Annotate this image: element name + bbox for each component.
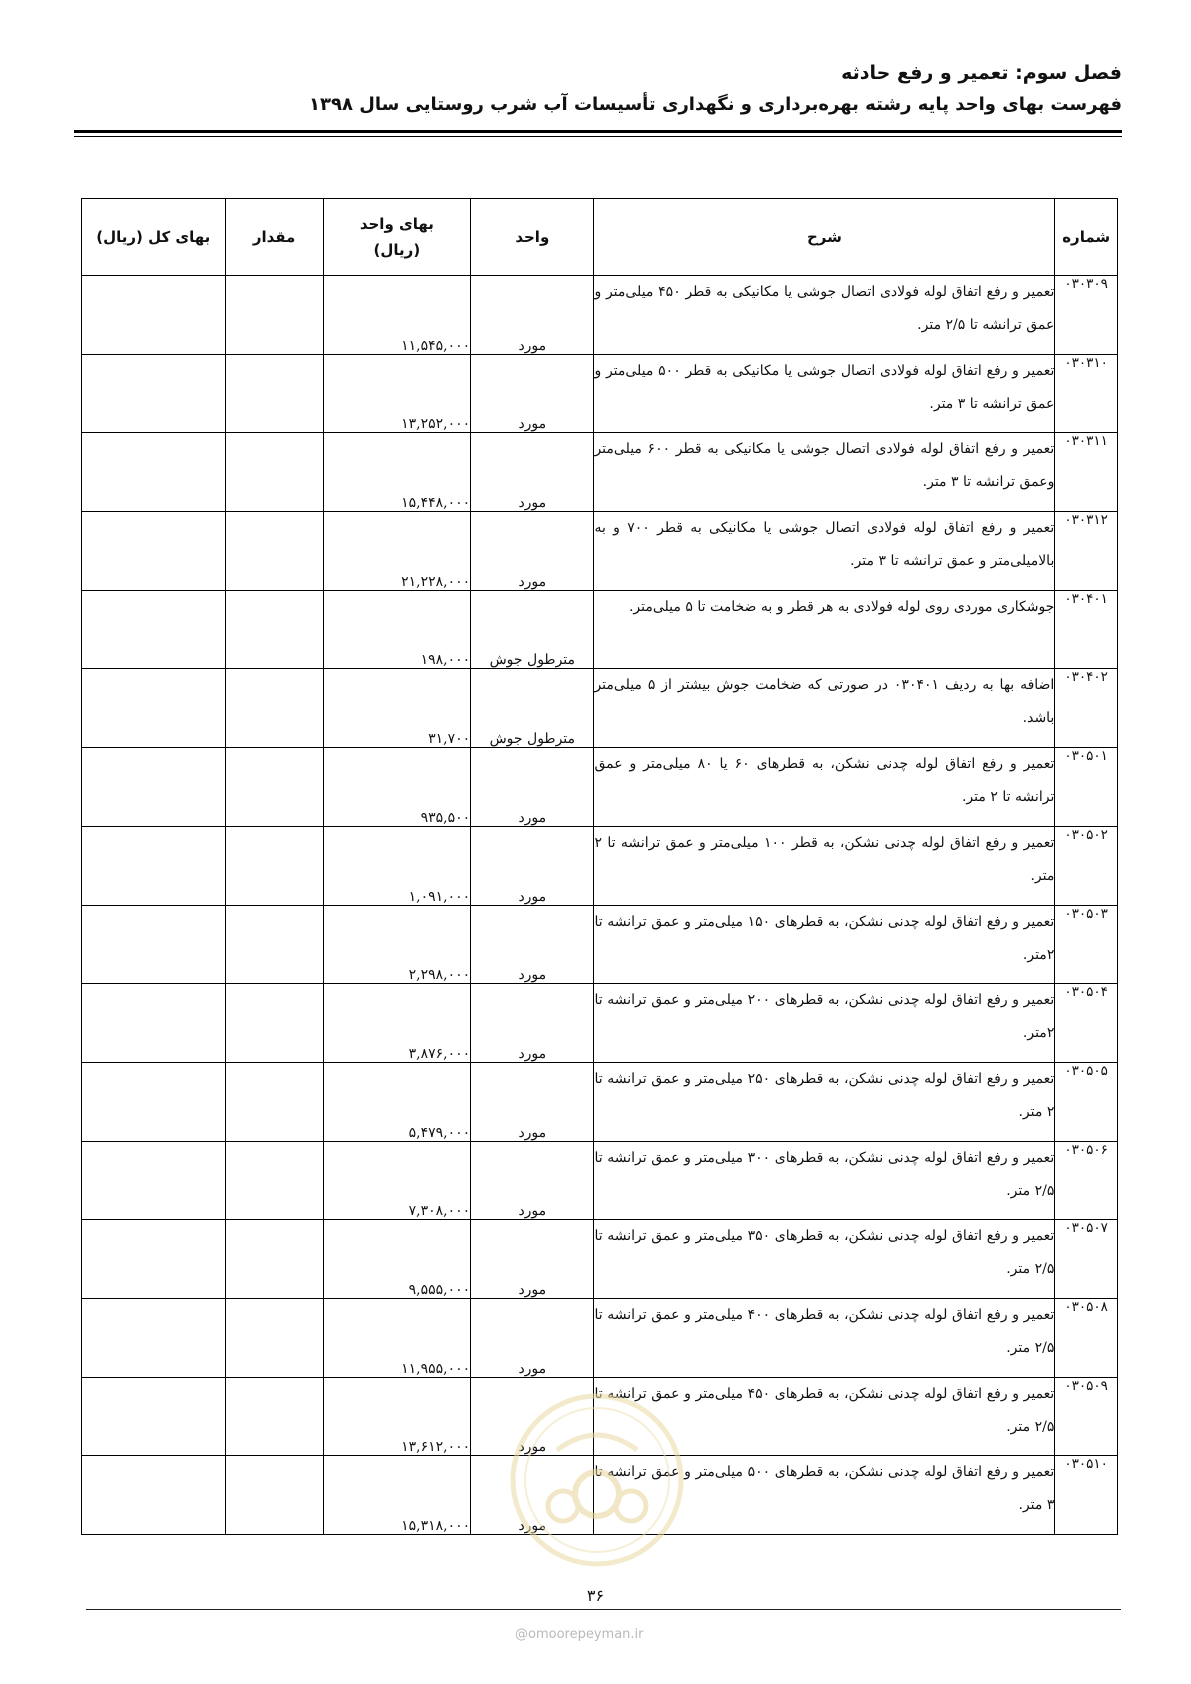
item-description: تعمیر و رفع اتفاق لوله چدنی نشکن، به قطرهای ۴۵۰ میلی‌متر و عمق ترانشه تا ۲/۵ متر. [594, 1377, 1055, 1456]
document-subtitle: فهرست بهای واحد پایه رشته بهره‌برداری و نگهداری تأسیسات آب شرب روستایی سال ۱۳۹۸ [309, 94, 1122, 115]
item-unit: مورد [471, 748, 594, 827]
item-number: ۰۳۰۵۰۷ [1055, 1220, 1118, 1299]
unit-price-value: ۱۳,۲۵۲,۰۰۰ [401, 416, 471, 433]
table-row [82, 984, 1118, 1063]
unit-price-value: ۱۵,۴۴۸,۰۰۰ [401, 495, 471, 512]
item-unit-price [323, 512, 471, 591]
item-total-price [82, 276, 226, 355]
unit-price-value: ۹,۵۵۵,۰۰۰ [408, 1281, 471, 1298]
unit-price-value: ۱۱,۹۵۵,۰۰۰ [401, 1360, 471, 1377]
item-description: تعمیر و رفع اتفاق لوله چدنی نشکن، به قطرهای ۳۵۰ میلی‌متر و عمق ترانشه تا ۲/۵ متر. [594, 1220, 1055, 1299]
item-quantity [225, 669, 323, 748]
header-rule-thin [74, 136, 1122, 137]
table-row [82, 276, 1118, 355]
column-header-unit: واحد [471, 199, 594, 276]
item-description: تعمیر و رفع اتفاق لوله چدنی نشکن، به قطرهای ۶۰ یا ۸۰ میلی‌متر و عمق ترانشه تا ۲ متر. [594, 748, 1055, 827]
table-row [82, 512, 1118, 591]
header-rule-thick [74, 130, 1122, 133]
item-number: ۰۳۰۵۰۴ [1055, 984, 1118, 1063]
item-unit-price [323, 669, 471, 748]
item-description: تعمیر و رفع اتفاق لوله چدنی نشکن، به قطرهای ۱۵۰ میلی‌متر و عمق ترانشه تا ۲متر. [594, 905, 1055, 984]
item-description: جوشکاری موردی روی لوله فولادی به هر قطر و به ضخامت تا ۵ میلی‌متر. [594, 590, 1055, 669]
unit-price-value: ۲۱,۲۲۸,۰۰۰ [401, 573, 471, 590]
item-unit-price [323, 1220, 471, 1299]
item-total-price [82, 512, 226, 591]
table-row [82, 1220, 1118, 1299]
page-number: ۳۶ [586, 1586, 605, 1605]
item-quantity [225, 354, 323, 433]
item-unit-price [323, 1141, 471, 1220]
item-unit: مورد [471, 1377, 594, 1456]
item-total-price [82, 669, 226, 748]
item-quantity [225, 512, 323, 591]
item-unit-price [323, 1062, 471, 1141]
unit-price-value: ۱۹۸,۰۰۰ [420, 652, 471, 669]
item-description: اضافه بها به ردیف ۰۳۰۴۰۱ در صورتی که ضخامت جوش بیشتر از ۵ میلی‌متر باشد. [594, 669, 1055, 748]
item-quantity [225, 590, 323, 669]
item-total-price [82, 1298, 226, 1377]
unit-price-value: ۱۳,۶۱۲,۰۰۰ [401, 1439, 471, 1456]
item-unit: مورد [471, 1141, 594, 1220]
table-row [82, 1141, 1118, 1220]
item-description: تعمیر و رفع اتفاق لوله چدنی نشکن، به قطرهای ۲۵۰ میلی‌متر و عمق ترانشه تا ۲ متر. [594, 1062, 1055, 1141]
item-unit-price [323, 748, 471, 827]
item-number: ۰۳۰۴۰۱ [1055, 590, 1118, 669]
item-quantity [225, 748, 323, 827]
item-number: ۰۳۰۵۰۳ [1055, 905, 1118, 984]
item-unit-price [323, 276, 471, 355]
item-quantity [225, 826, 323, 905]
page-header [60, 60, 1122, 118]
item-unit-price [323, 433, 471, 512]
item-number: ۰۳۰۵۰۱ [1055, 748, 1118, 827]
item-total-price [82, 1456, 226, 1535]
item-total-price [82, 905, 226, 984]
item-unit: مترطول جوش [471, 669, 594, 748]
item-number: ۰۳۰۴۰۲ [1055, 669, 1118, 748]
item-number: ۰۳۰۵۰۵ [1055, 1062, 1118, 1141]
item-total-price [82, 590, 226, 669]
item-quantity [225, 1062, 323, 1141]
item-number: ۰۳۰۳۱۱ [1055, 433, 1118, 512]
chapter-title: فصل سوم: تعمیر و رفع حادثه [841, 62, 1122, 84]
publisher-seal-watermark [507, 1390, 687, 1570]
item-unit-price [323, 354, 471, 433]
item-number: ۰۳۰۳۱۲ [1055, 512, 1118, 591]
table-row [82, 748, 1118, 827]
item-number: ۰۳۰۳۱۰ [1055, 354, 1118, 433]
unit-price-value: ۳,۸۷۶,۰۰۰ [408, 1045, 471, 1062]
item-description: تعمیر و رفع اتفاق لوله فولادی اتصال جوشی یا مکانیکی به قطر ۵۰۰ میلی‌متر و عمق ترانشه تا ۳ متر. [594, 354, 1055, 433]
unit-price-value: ۷,۳۰۸,۰۰۰ [408, 1203, 471, 1220]
item-total-price [82, 433, 226, 512]
item-quantity [225, 984, 323, 1063]
unit-price-value: ۵,۴۷۹,۰۰۰ [408, 1124, 471, 1141]
item-unit: مورد [471, 433, 594, 512]
column-header-number: شماره [1055, 199, 1118, 276]
item-total-price [82, 1377, 226, 1456]
unit-price-value: ۹۳۵,۵۰۰ [420, 809, 471, 826]
item-number: ۰۳۰۵۰۸ [1055, 1298, 1118, 1377]
unit-price-value: ۱,۰۹۱,۰۰۰ [408, 888, 471, 905]
item-total-price [82, 826, 226, 905]
item-unit: مورد [471, 1220, 594, 1299]
table-header-row [82, 199, 1118, 276]
price-list-table [81, 198, 1118, 1535]
table-row [82, 590, 1118, 669]
table-row [82, 1062, 1118, 1141]
column-header-description: شرح [594, 199, 1055, 276]
item-number: ۰۳۰۵۱۰ [1055, 1456, 1118, 1535]
table-row [82, 826, 1118, 905]
item-number: ۰۳۰۵۰۲ [1055, 826, 1118, 905]
item-description: تعمیر و رفع اتفاق لوله فولادی اتصال جوشی یا مکانیکی به قطر ۶۰۰ میلی‌متر وعمق ترانشه تا ۳ متر. [594, 433, 1055, 512]
item-description: تعمیر و رفع اتفاق لوله فولادی اتصال جوشی یا مکانیکی به قطر ۴۵۰ میلی‌متر و عمق ترانشه تا ۲/۵ متر. [594, 276, 1055, 355]
item-unit: مورد [471, 1062, 594, 1141]
item-total-price [82, 354, 226, 433]
table-row [82, 1298, 1118, 1377]
unit-price-value: ۱۵,۳۱۸,۰۰۰ [401, 1518, 471, 1534]
table-row [82, 905, 1118, 984]
table-row [82, 669, 1118, 748]
item-quantity [225, 1456, 323, 1535]
unit-price-value: ۳۱,۷۰۰ [428, 731, 471, 748]
item-unit-price [323, 1298, 471, 1377]
item-quantity [225, 1220, 323, 1299]
item-unit: مورد [471, 905, 594, 984]
item-quantity [225, 1141, 323, 1220]
item-total-price [82, 984, 226, 1063]
item-number: ۰۳۰۵۰۹ [1055, 1377, 1118, 1456]
item-number: ۰۳۰۳۰۹ [1055, 276, 1118, 355]
item-description: تعمیر و رفع اتفاق لوله چدنی نشکن، به قطرهای ۵۰۰ میلی‌متر و عمق ترانشه تا ۳ متر. [594, 1456, 1055, 1535]
unit-price-value: ۱۱,۵۴۵,۰۰۰ [401, 337, 471, 354]
item-unit-price [323, 984, 471, 1063]
item-unit: مورد [471, 512, 594, 591]
item-unit: مورد [471, 276, 594, 355]
item-unit: مورد [471, 354, 594, 433]
item-unit: مورد [471, 984, 594, 1063]
item-unit-price [323, 1456, 471, 1535]
column-header-quantity: مقدار [225, 199, 323, 276]
item-quantity [225, 1377, 323, 1456]
item-total-price [82, 1220, 226, 1299]
footer-rule [86, 1609, 1121, 1610]
item-quantity [225, 905, 323, 984]
column-header-unit-price: بهای واحد (ریال) [323, 199, 471, 276]
item-quantity [225, 433, 323, 512]
item-unit: مورد [471, 1456, 594, 1535]
item-total-price [82, 748, 226, 827]
table-row [82, 433, 1118, 512]
item-description: تعمیر و رفع اتفاق لوله چدنی نشکن، به قطرهای ۲۰۰ میلی‌متر و عمق ترانشه تا ۲متر. [594, 984, 1055, 1063]
item-description: تعمیر و رفع اتفاق لوله چدنی نشکن، به قطرهای ۳۰۰ میلی‌متر و عمق ترانشه تا ۲/۵ متر. [594, 1141, 1055, 1220]
item-unit: مورد [471, 1298, 594, 1377]
item-total-price [82, 1062, 226, 1141]
item-quantity [225, 276, 323, 355]
table-row [82, 354, 1118, 433]
unit-price-value: ۲,۲۹۸,۰۰۰ [408, 967, 471, 984]
item-unit: مورد [471, 826, 594, 905]
item-unit: مترطول جوش [471, 590, 594, 669]
item-description: تعمیر و رفع اتفاق لوله چدنی نشکن، به قطرهای ۴۰۰ میلی‌متر و عمق ترانشه تا ۲/۵ متر. [594, 1298, 1055, 1377]
item-description: تعمیر و رفع اتفاق لوله فولادی اتصال جوشی یا مکانیکی به قطر ۷۰۰ و به بالامیلی‌متر و عمق ترانشه تا ۳ متر. [594, 512, 1055, 591]
column-header-total-price: بهای کل (ریال) [82, 199, 226, 276]
site-watermark: @omoorepeyman.ir [515, 1627, 644, 1642]
item-description: تعمیر و رفع اتفاق لوله چدنی نشکن، به قطر ۱۰۰ میلی‌متر و عمق ترانشه تا ۲ متر. [594, 826, 1055, 905]
item-unit-price [323, 590, 471, 669]
item-quantity [225, 1298, 323, 1377]
item-unit-price [323, 826, 471, 905]
item-total-price [82, 1141, 226, 1220]
item-number: ۰۳۰۵۰۶ [1055, 1141, 1118, 1220]
item-unit-price [323, 905, 471, 984]
item-unit-price [323, 1377, 471, 1456]
